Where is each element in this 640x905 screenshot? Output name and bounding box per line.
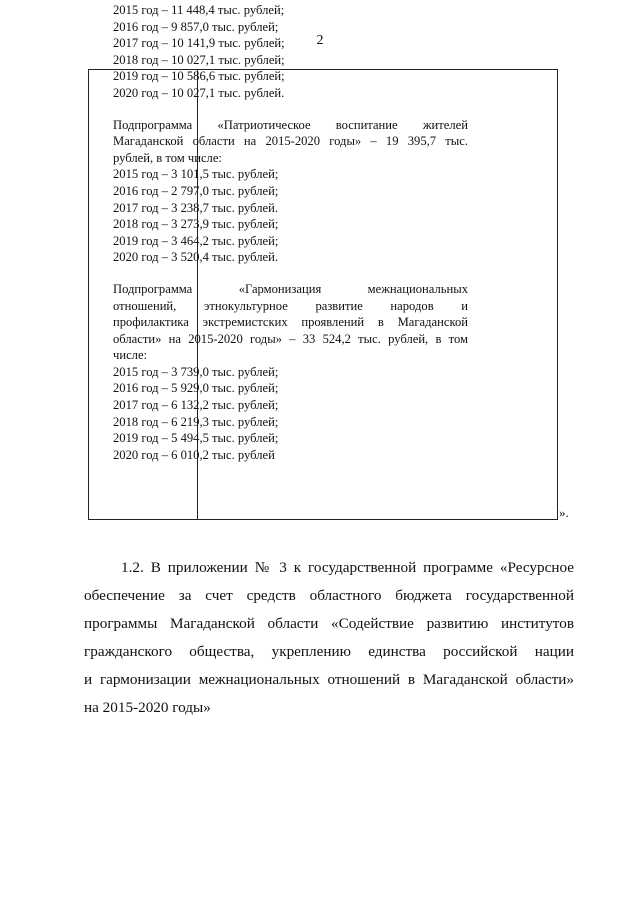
subprogram-heading-line: числе: (113, 348, 148, 363)
table-line: 2019 год – 3 464,2 тыс. рублей; (113, 233, 279, 248)
table-line: 2015 год – 11 448,4 тыс. рублей; (113, 3, 285, 17)
table-line: 2019 год – 5 494,5 тыс. рублей; (113, 431, 279, 446)
spacer (113, 266, 468, 281)
amendment-paragraph (84, 554, 574, 722)
paragraph-line: и гармонизации межнациональных отношений в Магаданской области» (84, 671, 574, 688)
paragraph-line: на 2015-2020 годы» (84, 699, 211, 716)
paragraph-line: гражданского общества, укреплению единства российской нации (84, 643, 574, 660)
spacer (113, 102, 468, 117)
paragraph-line: программы Магаданской области «Содействие развитию институтов (84, 615, 574, 632)
table-line: 2016 год – 5 929,0 тыс. рублей; (113, 381, 279, 396)
table-line: 2016 год – 9 857,0 тыс. рублей; (113, 19, 279, 34)
table-line: 2017 год – 10 141,9 тыс. рублей; (113, 36, 285, 51)
table-line: 2018 год – 3 273,9 тыс. рублей; (113, 217, 279, 232)
table-line: 2019 год – 10 586,6 тыс. рублей; (113, 69, 285, 84)
table-line: 2015 год – 3 739,0 тыс. рублей; (113, 364, 279, 379)
paragraph-line: 1.2. В приложении № 3 к государственной программе «Ресурсное (121, 559, 574, 576)
table-line: 2016 год – 2 797,0 тыс. рублей; (113, 183, 279, 198)
table-line: 2017 год – 6 132,2 тыс. рублей; (113, 398, 279, 413)
table-line: 2018 год – 6 219,3 тыс. рублей; (113, 414, 279, 429)
table-line: 2018 год – 10 027,1 тыс. рублей; (113, 52, 285, 67)
funding-details-cell (113, 2, 468, 463)
page-number: 2 (316, 33, 324, 48)
closing-quote: ». (559, 505, 569, 520)
subprogram-heading-line: области» на 2015-2020 годы» – 33 524,2 тыс. рублей, в том (113, 331, 468, 346)
subprogram-heading-line: Подпрограмма «Патриотическое воспитание жителей (113, 117, 468, 132)
subprogram-heading-line: рублей, в том числе: (113, 150, 222, 165)
table-line: 2017 год – 3 238,7 тыс. рублей. (113, 200, 279, 215)
paragraph-line: обеспечение за счет средств областного бюджета государственной (84, 587, 574, 604)
subprogram-heading-line: Подпрограмма «Гармонизация межнациональных (113, 281, 468, 296)
table-line: 2020 год – 10 027,1 тыс. рублей. (113, 85, 285, 100)
table-line: 2015 год – 3 101,5 тыс. рублей; (113, 167, 279, 182)
subprogram-heading-line: профилактика экстремистских проявлений в Магаданской (113, 315, 468, 330)
subprogram-heading-line: отношений, этнокультурное развитие народов и (113, 298, 468, 313)
subprogram-heading-line: Магаданской области на 2015-2020 годы» – 19 395,7 тыс. (113, 134, 468, 149)
table-line: 2020 год – 6 010,2 тыс. рублей (113, 447, 275, 462)
table-line: 2020 год – 3 520,4 тыс. рублей. (113, 250, 279, 265)
